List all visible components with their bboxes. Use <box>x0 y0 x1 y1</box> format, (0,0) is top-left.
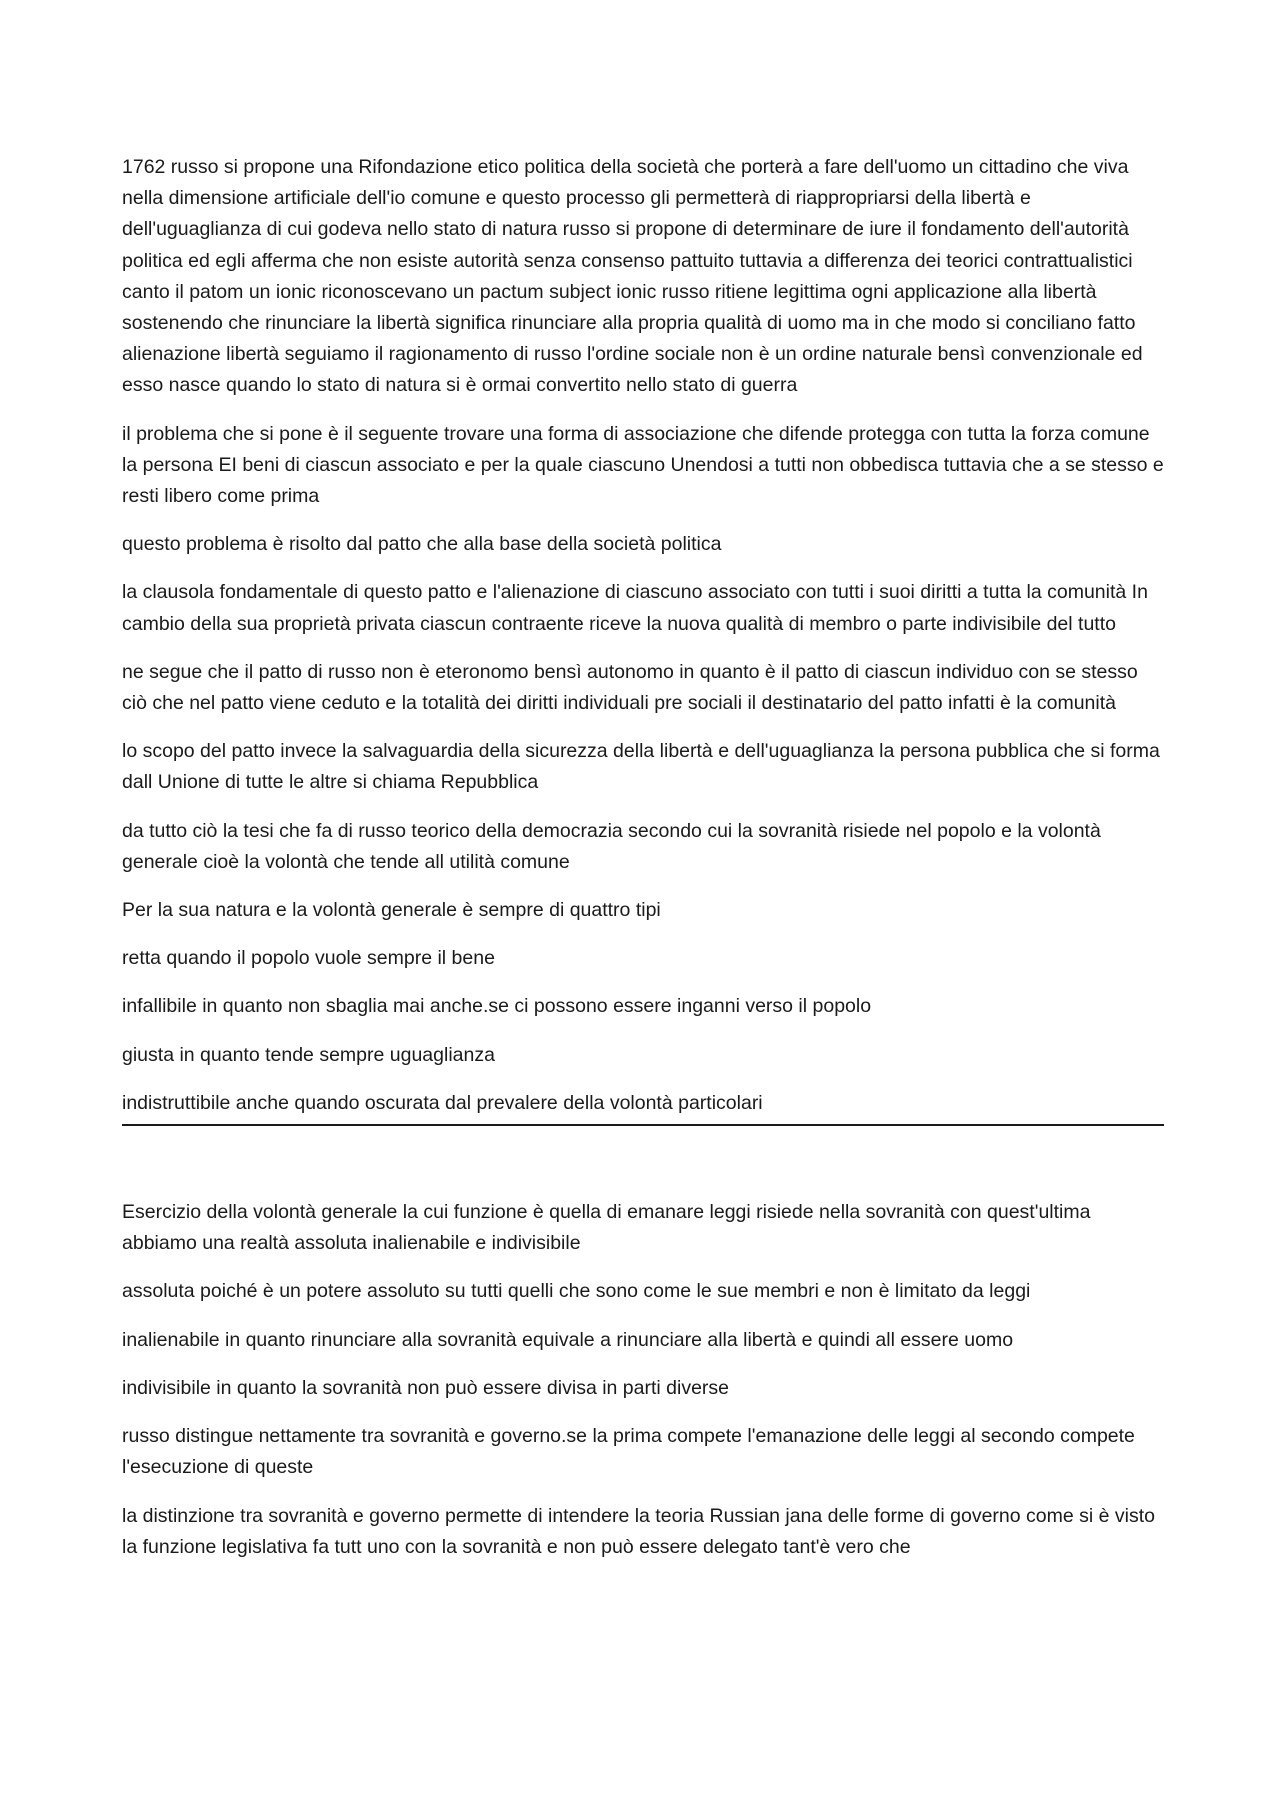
paragraph: inalienabile in quanto rinunciare alla sovranità equivale a rinunciare alla libertà e quindi all essere uomo <box>122 1328 1014 1351</box>
paragraph: Esercizio della volontà generale la cui funzione è quella di emanare leggi risiede nella sovranità con quest'ultima abbiamo una realtà assoluta inalienabile e indivisibile <box>122 1201 1091 1255</box>
document-body <box>122 152 1164 1580</box>
paragraph: la clausola fondamentale di questo patto e l'alienazione di ciascuno associato con tutti i suoi diritti a tutta la comunità In cambio della sua proprietà privata ciascun contraente riceve la nuova qualità di membro o parte indivisibile del tutto <box>122 581 1148 635</box>
paragraph: questo problema è risolto dal patto che alla base della società politica <box>122 533 722 556</box>
paragraph: giusta in quanto tende sempre uguaglianza <box>122 1043 495 1066</box>
paragraph: retta quando il popolo vuole sempre il bene <box>122 947 495 970</box>
paragraph: ne segue che il patto di russo non è eteronomo bensì autonomo in quanto è il patto di ciascun individuo con se stesso ciò che nel patto viene ceduto e la totalità dei diritti individuali pre sociali il destinatario del patto infatti è la comunità <box>122 660 1138 715</box>
paragraph: Per la sua natura e la volontà generale è sempre di quattro tipi <box>122 899 661 922</box>
paragraph: russo distingue nettamente tra sovranità e governo.se la prima compete l'emanazione delle leggi al secondo compete l'esecuzione di queste <box>122 1425 1135 1479</box>
paragraph: il problema che si pone è il seguente trovare una forma di associazione che difende protegga con tutta la forza comune la persona EI beni di ciascun associato e per la quale ciascuno Unendosi a tutti non obbedisca tuttavia che a se stesso e resti libero come prima <box>122 422 1164 508</box>
paragraph: indivisibile in quanto la sovranità non può essere divisa in parti diverse <box>122 1376 730 1399</box>
paragraph: 1762 russo si propone una Rifondazione etico politica della società che porterà a fare dell'uomo un cittadino che viva nella dimensione artificiale dell'io comune e questo processo gli permetterà di riappropriarsi della libertà e dell'uguaglianza di cui godeva nello stato di natura russo si propone di determinare de iure il fondamento dell'autorità politica ed egli afferma che non esiste autorità senza consenso pattuito tuttavia a differenza dei teorici contrattualistici canto il patom un ionic riconoscevano un pactum subject ionic russo ritiene legittima ogni applicazione alla libertà sostenendo che rinunciare la libertà significa rinunciare alla propria qualità di uomo ma in che modo si conciliano fatto alienazione libertà seguiamo il ragionamento di russo l'ordine sociale non è un ordine naturale bensì convenzionale ed esso nasce quando lo stato di natura si è ormai convertito nello stato di guerra <box>122 156 1143 397</box>
paragraph: da tutto ciò la tesi che fa di russo teorico della democrazia secondo cui la sovranità risiede nel popolo e la volontà generale cioè la volontà che tende all utilità comune <box>122 819 1101 873</box>
section-spacer <box>122 1126 1164 1197</box>
paragraph: la distinzione tra sovranità e governo permette di intendere la teoria Russian jana delle forme di governo come si è visto la funzione legislativa fa tutt uno con la sovranità e non può essere delegato tant'è vero che <box>122 1504 1155 1558</box>
paragraph: lo scopo del patto invece la salvaguardia della sicurezza della libertà e dell'uguaglianza la persona pubblica che si forma dall Unione di tutte le altre si chiama Repubblica <box>122 740 1160 794</box>
paragraph: assoluta poiché è un potere assoluto su tutti quelli che sono come le sue membri e non è limitato da leggi <box>122 1280 1031 1303</box>
paragraph: indistruttibile anche quando oscurata dal prevalere della volontà particolari <box>122 1091 763 1114</box>
paragraph: infallibile in quanto non sbaglia mai anche.se ci possono essere inganni verso il popolo <box>122 995 872 1018</box>
